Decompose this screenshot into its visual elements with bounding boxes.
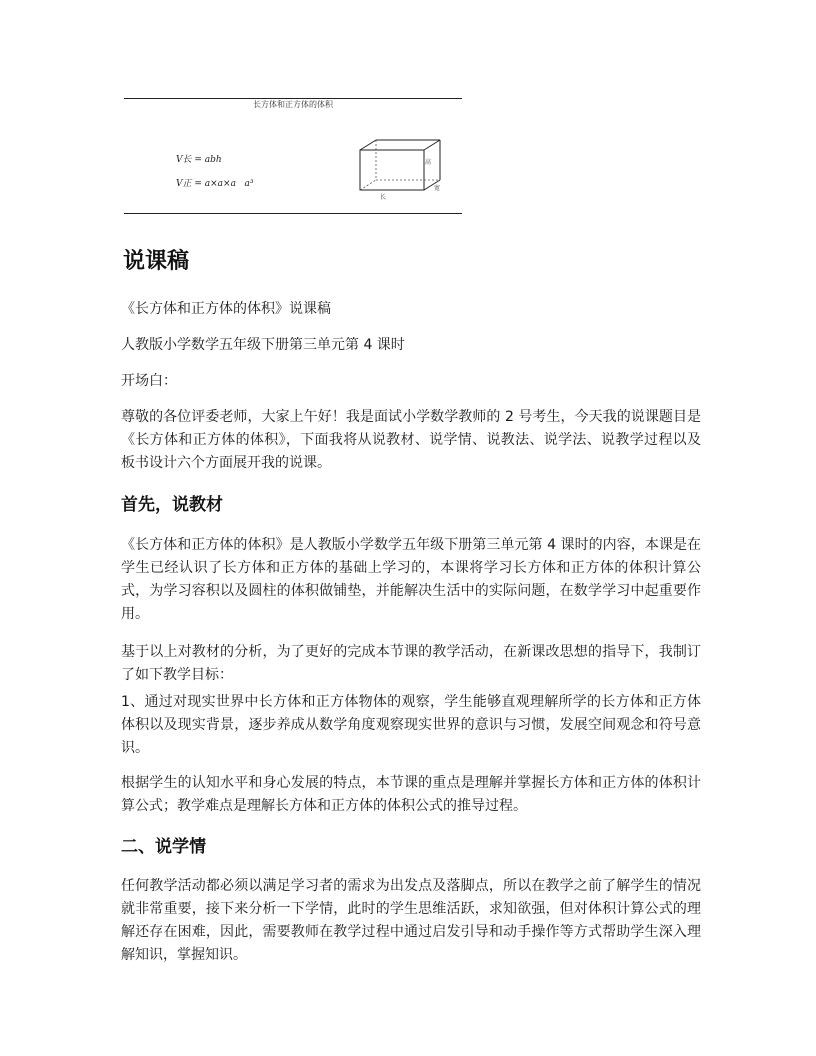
section1-paragraph-4: 根据学生的认知水平和身心发展的特点，本节课的重点是理解并掌握长方体和正方体的体积计算公式；教学难点是理解长方体和正方体的体积公式的推导过程。 — [121, 775, 701, 814]
length-label: 长 — [380, 194, 387, 201]
height-label: 高 — [425, 159, 432, 166]
course-info: 人教版小学数学五年级下册第三单元第 4 课时 — [121, 337, 405, 353]
figure-caption: 长方体和正方体的体积 — [253, 100, 333, 109]
section1-heading: 首先，说教材 — [121, 495, 223, 515]
section1-paragraph-2: 基于以上对教材的分析，为了更好的完成本节课的教学活动，在新课改思想的指导下，我制订了如下教学目标： — [121, 644, 701, 683]
lesson-subtitle: 《长方体和正方体的体积》说课稿 — [121, 301, 331, 317]
opening-label: 开场白： — [121, 373, 177, 389]
cube-volume-formula: V正 = a×a×a a³ — [176, 179, 254, 189]
document-title: 说课稿 — [123, 249, 190, 274]
formula-figure — [124, 96, 462, 216]
cuboid-diagram — [354, 134, 454, 202]
opening-paragraph: 尊敬的各位评委老师，大家上午好！我是面试小学数学教师的 2 号考生，今天我的说课题目是《长方体和正方体的体积》，下面我将从说教材、说学情、说教法、说学法、说教学过程以及板书设计六个方面展开我的说课。 — [121, 409, 701, 471]
width-label: 宽 — [434, 185, 441, 192]
figure-bottom-rule — [124, 213, 462, 214]
section2-paragraph-1: 任何教学活动都必须以满足学习者的需求为出发点及落脚点，所以在教学之前了解学生的情况就非常重要，接下来分析一下学情，此时的学生思维活跃，求知欲强，但对体积计算公式的理解还存在困难，因此，需要教师在教学过程中通过启发引导和动手操作等方式帮助学生深入理解知识，掌握知识。 — [121, 878, 701, 963]
section2-heading: 二、说学情 — [121, 837, 206, 857]
cuboid-volume-formula: V长 = abh — [176, 155, 222, 165]
section1-paragraph-3: 1、通过对现实世界中长方体和正方体物体的观察，学生能够直观理解所学的长方体和正方体体积以及现实背景，逐步养成从数学角度观察现实世界的意识与习惯，发展空间观念和符号意识。 — [121, 694, 701, 756]
cuboid-front-face — [360, 150, 424, 190]
section1-paragraph-1: 《长方体和正方体的体积》是人教版小学数学五年级下册第三单元第 4 课时的内容，本课是在学生已经认识了长方体和正方体的基础上学习的，本课将学习长方体和正方体的体积计算公式，为学习容积以及圆柱的体积做铺垫，并能解决生活中的实际问题，在数学学习中起重要作用。 — [121, 537, 701, 622]
